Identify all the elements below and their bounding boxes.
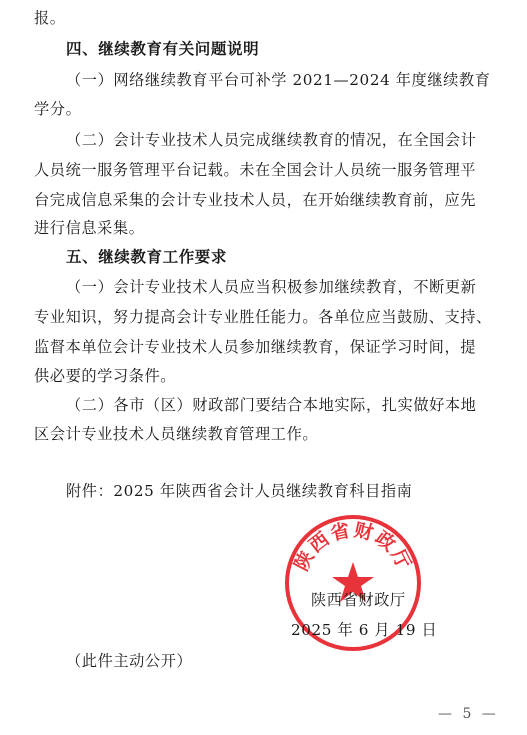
disclosure-note: （此件主动公开）: [66, 652, 193, 670]
s4-p2-line4: 进行信息采集。: [34, 219, 145, 237]
s5-p1-line4: 供必要的学习条件。: [34, 367, 177, 385]
s5-p1-line2: 专业知识，努力提高会计专业胜任能力。各单位应当鼓励、支持、: [34, 308, 492, 326]
s4-p1-line1: （一）网络继续教育平台可补学 2021—2024 年度继续教育: [66, 71, 491, 89]
page-number: — 5 —: [438, 706, 499, 722]
s4-p1-line2: 学分。: [34, 100, 82, 118]
s5-p1-line1: （一）会计专业技术人员应当积极参加继续教育，不断更新: [66, 278, 477, 296]
s5-p2-line2: 区会计专业技术人员继续教育管理工作。: [34, 425, 319, 443]
issue-date: 2025 年 6 月 19 日: [291, 621, 438, 639]
attachment-line: 附件：2025 年陕西省会计人员继续教育科目指南: [66, 482, 413, 500]
s4-p2-line2: 人员统一服务管理平台记载。未在全国会计人员统一服务管理平: [34, 161, 477, 179]
s4-p2-line1: （二）会计专业技术人员完成继续教育的情况，在全国会计: [66, 131, 477, 149]
seal-text: 陕西省财政厅: [290, 519, 416, 575]
issuer-name: 陕西省财政厅: [311, 591, 406, 609]
top-fragment: 报。: [34, 9, 66, 27]
s4-p2-line3: 台完成信息采集的会计专业技术人员，在开始继续教育前，应先: [34, 191, 477, 209]
s5-p1-line3: 监督本单位会计专业技术人员参加继续教育，保证学习时间，提: [34, 338, 477, 356]
s5-p2-line1: （二）各市（区）财政部门要结合本地实际，扎实做好本地: [66, 396, 477, 414]
section-4-heading: 四、继续教育有关问题说明: [66, 40, 260, 58]
section-5-heading: 五、继续教育工作要求: [66, 248, 228, 266]
